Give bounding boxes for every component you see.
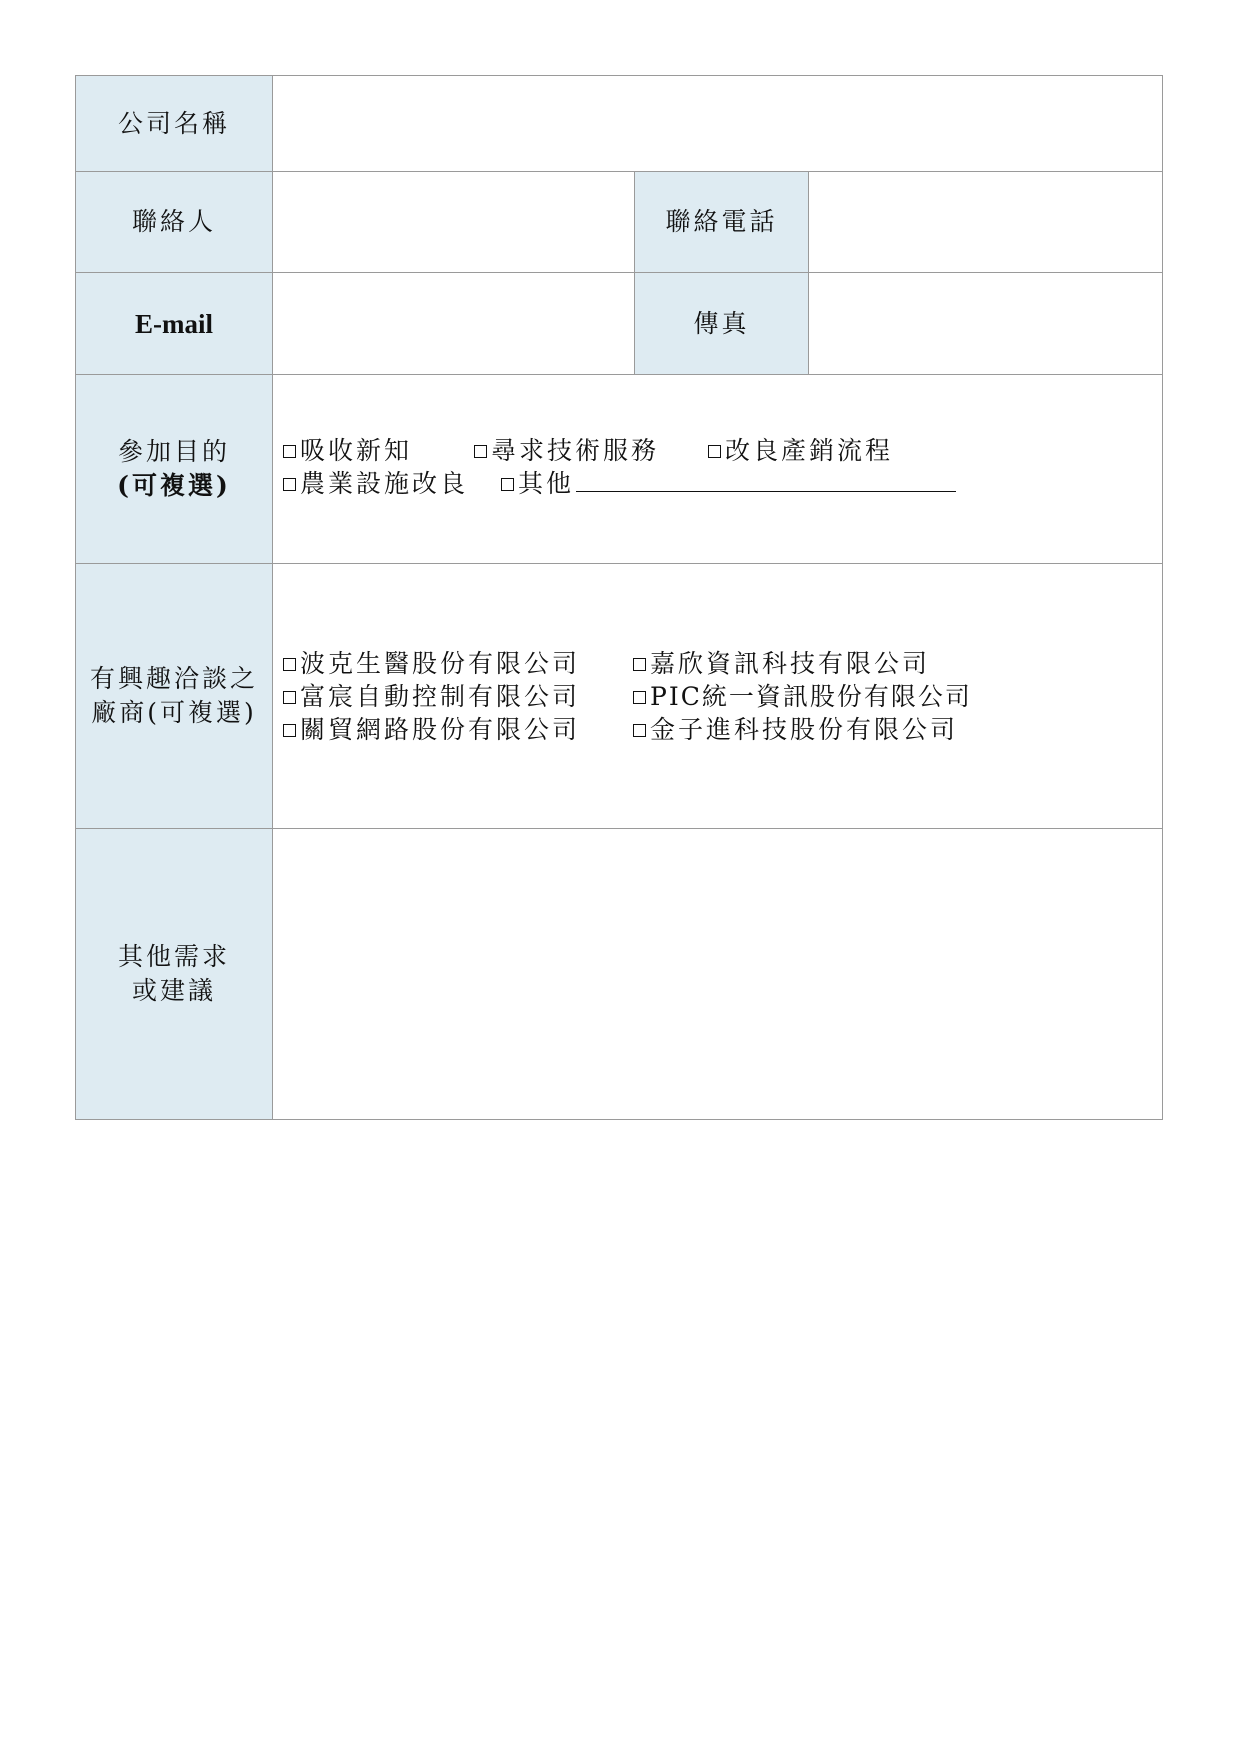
other-purpose-blank[interactable] bbox=[576, 467, 956, 492]
registration-form bbox=[75, 75, 1163, 1120]
other-needs-label-line2: 或建議 bbox=[131, 976, 216, 1005]
contact-phone-label: 聯絡電話 bbox=[635, 172, 809, 273]
email-field[interactable] bbox=[273, 273, 635, 375]
checkbox-icon[interactable] bbox=[283, 445, 296, 458]
checkbox-icon[interactable] bbox=[501, 478, 514, 491]
purpose-option-1[interactable]: 尋求技術服務 bbox=[474, 434, 659, 467]
checkbox-icon[interactable] bbox=[708, 445, 721, 458]
vendor-option-1[interactable]: 嘉欣資訊科技有限公司 bbox=[633, 647, 930, 680]
vendor-option-2[interactable]: 富宸自動控制有限公司 bbox=[283, 680, 580, 713]
vendors-label bbox=[76, 564, 273, 829]
contact-phone-field[interactable] bbox=[809, 172, 1163, 273]
company-name-label: 公司名稱 bbox=[76, 76, 273, 172]
other-needs-field[interactable] bbox=[273, 829, 1163, 1120]
purpose-label-line2: (可複選) bbox=[117, 471, 231, 500]
vendor-option-4[interactable]: 關貿網路股份有限公司 bbox=[283, 713, 580, 746]
checkbox-icon[interactable] bbox=[633, 658, 646, 671]
vendors-label-line1: 有興趣洽談之 bbox=[89, 664, 258, 693]
checkbox-icon[interactable] bbox=[633, 691, 646, 704]
other-needs-label-line1: 其他需求 bbox=[117, 942, 230, 971]
vendor-options bbox=[273, 564, 1163, 829]
vendor-option-0[interactable]: 波克生醫股份有限公司 bbox=[283, 647, 580, 680]
fax-label: 傳真 bbox=[635, 273, 809, 375]
purpose-label-line1: 參加目的 bbox=[117, 437, 230, 466]
contact-person-field[interactable] bbox=[273, 172, 635, 273]
vendor-option-5[interactable]: 金子進科技股份有限公司 bbox=[633, 713, 958, 746]
contact-person-label: 聯絡人 bbox=[76, 172, 273, 273]
purpose-label bbox=[76, 375, 273, 564]
other-needs-label bbox=[76, 829, 273, 1120]
purpose-options bbox=[273, 375, 1163, 564]
purpose-option-3[interactable]: 農業設施改良 bbox=[283, 467, 468, 500]
checkbox-icon[interactable] bbox=[283, 691, 296, 704]
vendor-option-3[interactable]: PIC統一資訊股份有限公司 bbox=[633, 680, 972, 713]
purpose-option-0[interactable]: 吸收新知 bbox=[283, 434, 412, 467]
email-label: E-mail bbox=[76, 273, 273, 375]
checkbox-icon[interactable] bbox=[474, 445, 487, 458]
checkbox-icon[interactable] bbox=[283, 658, 296, 671]
checkbox-icon[interactable] bbox=[283, 478, 296, 491]
vendors-label-line2: 廠商(可複選) bbox=[91, 698, 257, 727]
fax-field[interactable] bbox=[809, 273, 1163, 375]
company-name-field[interactable] bbox=[273, 76, 1163, 172]
checkbox-icon[interactable] bbox=[283, 724, 296, 737]
purpose-option-4[interactable]: 其他 bbox=[501, 467, 956, 500]
checkbox-icon[interactable] bbox=[633, 724, 646, 737]
purpose-option-2[interactable]: 改良產銷流程 bbox=[708, 434, 893, 467]
